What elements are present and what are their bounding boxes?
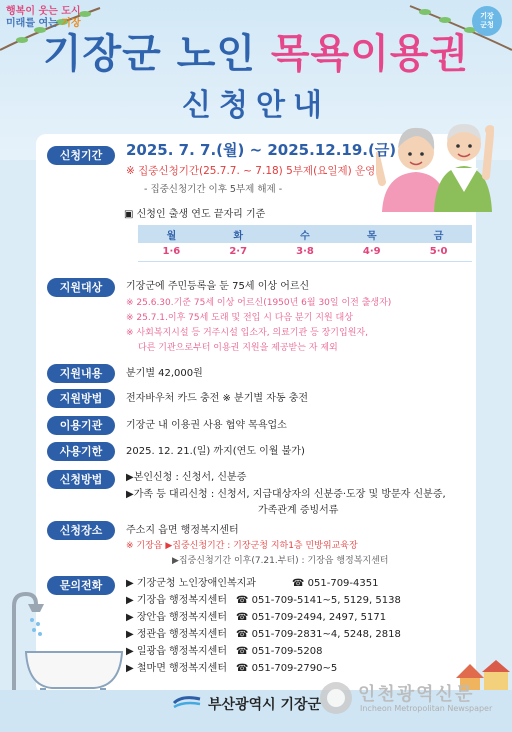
busan-gijang-logo-icon	[172, 695, 202, 709]
target-note-2: ※ 25.7.1.이후 75세 도래 및 전입 시 다음 분기 지원 대상	[126, 313, 353, 323]
contact-name-3: ▶ 정관읍 행정복지센터	[126, 629, 227, 640]
footer-org-name: 부산광역시 기장군	[208, 697, 322, 713]
day-fri: 금	[405, 225, 472, 243]
target-note-3: ※ 사회복지시설 등 거주시설 입소자, 의료기관 등 장기입원자,	[126, 328, 368, 338]
elderly-couple-illustration	[376, 112, 494, 212]
period-main: 2025. 7. 7.(월) ~ 2025.12.19.(금)	[126, 141, 397, 159]
apply-method-line-3: 가족관계 증빙서류	[258, 505, 339, 516]
day-wed: 수	[272, 225, 339, 243]
badge-line-1: 기장	[480, 12, 494, 20]
contact-name-5: ▶ 철마면 행정복지센터	[126, 663, 227, 674]
deadline-text: 2025. 12. 21.(일) 까지(연도 이월 불가)	[126, 446, 305, 457]
watermark-text: 인천광역신문	[358, 684, 475, 705]
target-main: 기장군에 주민등록을 둔 75세 이상 어르신	[126, 281, 310, 292]
period-note-2: - 집중신청기간 이후 5부제 해제 -	[144, 184, 283, 195]
label-period: 신청기간	[47, 146, 115, 165]
target-note-1: ※ 25.6.30.기준 75세 이상 어르신(1950년 6월 30일 이전 출생자)	[126, 298, 392, 308]
apply-method-line-1: ▶본인신청 : 신청서, 신분증	[126, 472, 247, 483]
label-content: 지원내용	[47, 364, 115, 383]
badge-line-2: 군청	[480, 21, 494, 29]
place-line-3: ▶집중신청기간 이후(7.21.부터) : 기장읍 행정복지센터	[172, 556, 389, 566]
label-apply-method: 신청방법	[47, 470, 115, 489]
contact-name-0: ▶ 기장군청 노인장애인복지과	[126, 578, 256, 589]
contact-phone-5: ☎ 051-709-2790~5	[236, 663, 338, 674]
title-part-2: 목욕이용권	[270, 31, 470, 77]
contact-name-1: ▶ 기장읍 행정복지센터	[126, 595, 227, 606]
bathtub-illustration	[0, 590, 124, 700]
contact-phone-1: ☎ 051-709-5141~5, 5129, 5138	[236, 595, 401, 606]
day-thu: 목	[338, 225, 405, 243]
label-place: 신청장소	[47, 521, 115, 540]
contact-phone-2: ☎ 051-709-2494, 2497, 5171	[236, 612, 387, 623]
slogan-line-1: 행복이 웃는 도시	[6, 6, 81, 17]
contact-phone-0: ☎ 051-709-4351	[292, 578, 379, 589]
slogan-line-2: 미래를 여는	[6, 18, 58, 29]
birthyear-day-table	[138, 225, 472, 262]
page-subtitle: 신청안내	[182, 88, 330, 123]
page-title	[0, 22, 512, 79]
apply-method-line-2: ▶가족 등 대리신청 : 신청서, 지급대상자의 신분증·도장 및 방문자 신분증,	[126, 489, 446, 500]
digits-wed: 3·8	[272, 243, 339, 261]
birthyear-table-title: ▣ 신청인 출생 연도 끝자리 기준	[124, 209, 266, 220]
target-note-4: 다른 기관으로부터 이용권 지원을 제공받는 자 제외	[138, 343, 338, 353]
contact-name-4: ▶ 일광읍 행정복지센터	[126, 646, 227, 657]
watermark-subtext: Incheon Metropolitan Newspaper	[360, 704, 493, 713]
content-text: 분기별 42,000원	[126, 368, 203, 379]
contact-phone-3: ☎ 051-709-2831~4, 5248, 2818	[236, 629, 401, 640]
digits-tue: 2·7	[205, 243, 272, 261]
slogan-line-3: 기장	[61, 18, 81, 29]
place-line-1: 주소지 읍면 행정복지센터	[126, 525, 239, 536]
day-tue: 화	[205, 225, 272, 243]
facility-text: 기장군 내 이용권 사용 협약 목욕업소	[126, 420, 287, 431]
period-note-1: ※ 집중신청기간(25.7.7. ~ 7.18) 5부제(요일제) 운영	[126, 165, 376, 177]
day-mon: 월	[138, 225, 205, 243]
contact-name-2: ▶ 장안읍 행정복지센터	[126, 612, 227, 623]
contact-phone-4: ☎ 051-709-5208	[236, 646, 323, 657]
label-facility: 이용기관	[47, 416, 115, 435]
digits-thu: 4·9	[338, 243, 405, 261]
label-contact: 문의전화	[47, 576, 115, 595]
title-part-1: 기장군 노인	[42, 31, 271, 77]
place-line-2: ※ 기장읍 ▶집중신청기간 : 기장군청 지하1층 민방위교육장	[126, 541, 358, 551]
label-method: 지원방법	[47, 389, 115, 408]
label-target: 지원대상	[47, 278, 115, 297]
label-deadline: 사용기한	[47, 442, 115, 461]
method-text: 전자바우처 카드 충전 ※ 분기별 자동 충전	[126, 393, 309, 404]
digits-fri: 5·0	[405, 243, 472, 261]
digits-mon: 1·6	[138, 243, 205, 261]
